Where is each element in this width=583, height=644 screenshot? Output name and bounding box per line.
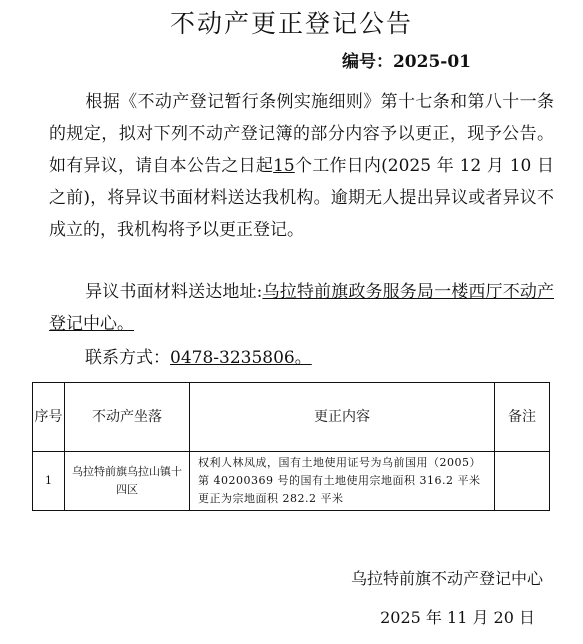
cell-location: 乌拉特前旗乌拉山镇十四区 <box>65 452 190 511</box>
table-header-row <box>33 383 550 452</box>
table-row <box>33 452 550 511</box>
header-seq: 序号 <box>33 383 65 452</box>
cell-seq: 1 <box>33 452 65 511</box>
notice-paragraph-address <box>49 276 554 340</box>
objection-period-days: 15 <box>273 156 295 176</box>
contact-phone: 0478-3235806。 <box>170 348 312 368</box>
submission-address: 乌拉特前旗政务服务局一楼西厅不动产登记中心。 <box>49 282 554 334</box>
cell-content: 权利人林凤成，国有土地使用证号为乌前国用（2005）第 40200369 号的国有土地使用宗地面积 316.2 平米更正为宗地面积 282.2 平米 <box>190 452 495 511</box>
issuing-organization: 乌拉特前旗不动产登记中心 <box>350 569 543 588</box>
contact-line <box>49 342 554 374</box>
document-number: 编号：2025-01 <box>341 52 471 72</box>
issue-date: 2025 年 11 月 20 日 <box>380 608 535 627</box>
notice-paragraph-main <box>49 86 554 246</box>
notice-text-part-1: 根据《不动产登记暂行条例实施细则》第十七条和第八十一条的规定，拟对下列不动产登记簿的部分内容予以更正，现予公告。如有异议，请自本公告之日起 <box>49 92 554 176</box>
contact-label: 联系方式： <box>85 348 170 368</box>
page-title: 不动产更正登记公告 <box>169 9 413 38</box>
address-label: 异议书面材料送达地址: <box>85 282 263 302</box>
cell-remark <box>495 452 550 511</box>
header-location: 不动产坐落 <box>65 383 190 452</box>
header-content: 更正内容 <box>190 383 495 452</box>
header-remark: 备注 <box>495 383 550 452</box>
notice-text-part-2: 个工作日内(2025 年 12 月 10 日之前)，将异议书面材料送达我机构。逾期无人提出异议或者异议不成立的，我机构将予以更正登记。 <box>49 156 554 240</box>
correction-table <box>32 382 550 511</box>
